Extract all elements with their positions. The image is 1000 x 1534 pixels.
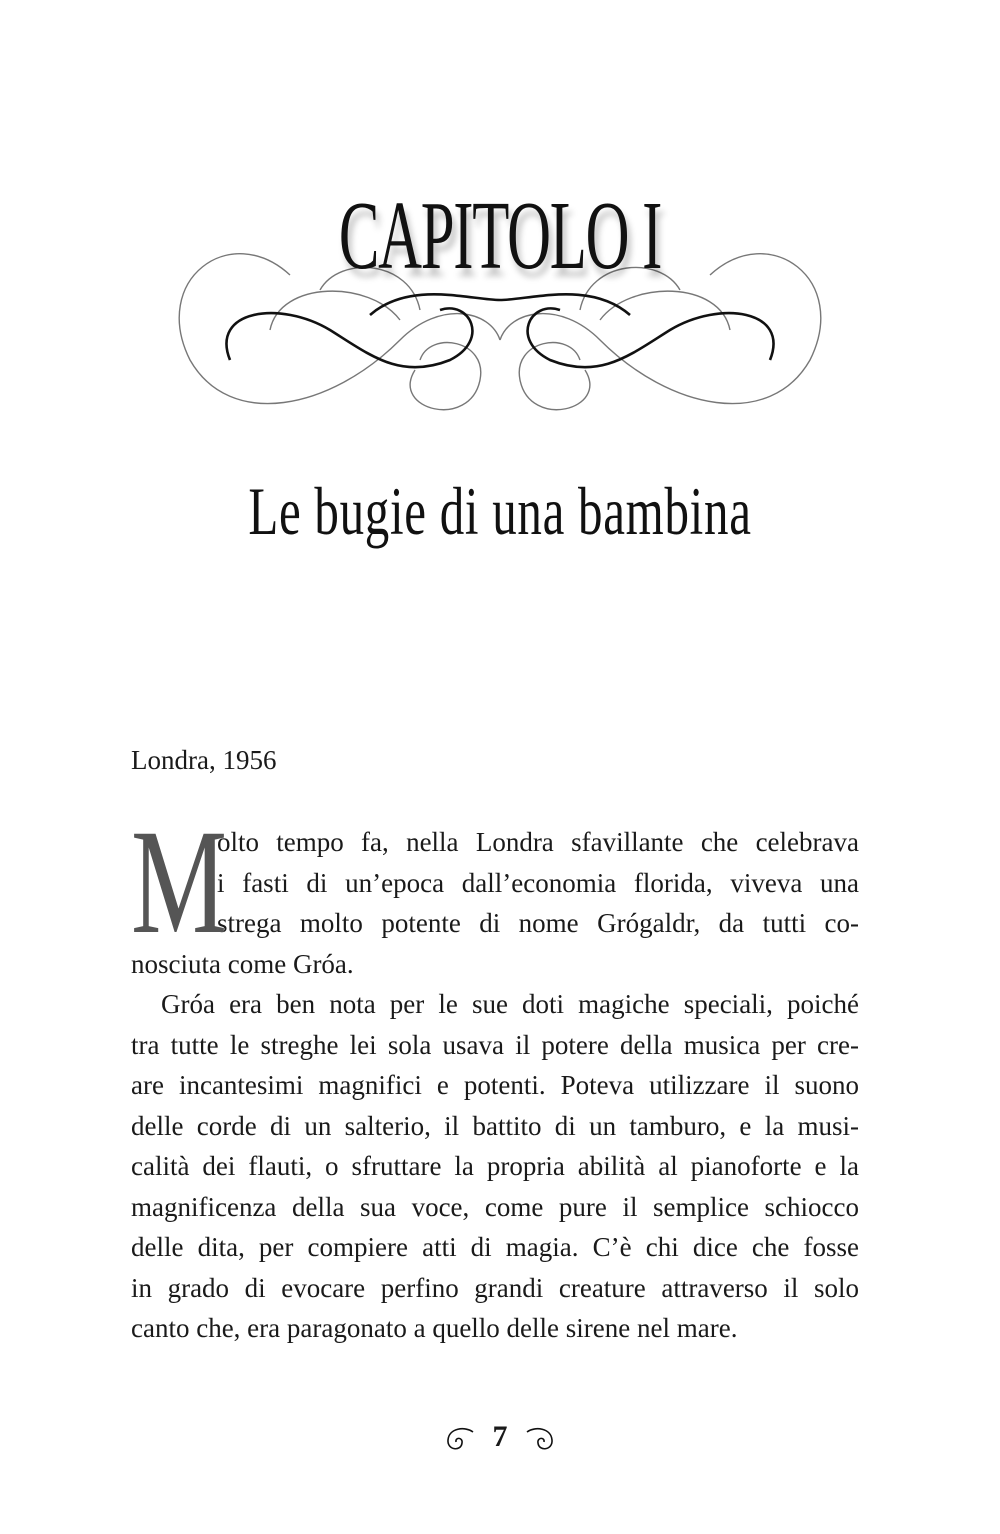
text-line: calità dei flauti, o sfruttare la propria abilità al pianoforte e la (131, 1151, 859, 1181)
paragraph-2 (131, 984, 859, 1349)
chapter-title: Le bugie di una bambina (248, 473, 752, 549)
text-line: i fasti di un’epoca dall’economia florida, viveva una (217, 867, 859, 898)
swirl-right-icon (525, 1426, 555, 1452)
text-line: tra tutte le streghe lei sola usava il potere della musica per cre- (131, 1029, 859, 1060)
text-line: Gróa era ben nota per le sue doti magiche speciali, poiché (161, 989, 859, 1019)
text-line: delle dita, per compiere atti di magia. C’è chi dice che fosse (131, 1232, 859, 1262)
page-footer (0, 1420, 1000, 1454)
place-date: Londra, 1956 (131, 745, 277, 775)
paragraph-1 (131, 799, 859, 984)
text-line: nosciuta come Gróa. (131, 948, 354, 979)
text-line: in grado di evocare perfino grandi creature attraverso il solo (131, 1272, 859, 1303)
text-line: delle corde di un salterio, il battito di un tamburo, e la musi- (131, 1110, 859, 1141)
text-line: strega molto potente di nome Grógaldr, da tutti co- (217, 908, 859, 938)
drop-cap: M (131, 799, 228, 965)
text-line: canto che, era paragonato a quello delle sirene nel mare. (131, 1313, 738, 1343)
text-line: magnificenza della sua voce, come pure il semplice schiocco (131, 1191, 859, 1222)
text-line: are incantesimi magnifici e potenti. Poteva utilizzare il suono (131, 1070, 859, 1100)
chapter-label: CAPITOLO I (338, 182, 662, 290)
text-line: olto tempo fa, nella Londra sfavillante che celebrava (217, 827, 859, 857)
swirl-left-icon (445, 1426, 475, 1452)
page-number: 7 (492, 1420, 508, 1453)
body-text (131, 799, 859, 1349)
